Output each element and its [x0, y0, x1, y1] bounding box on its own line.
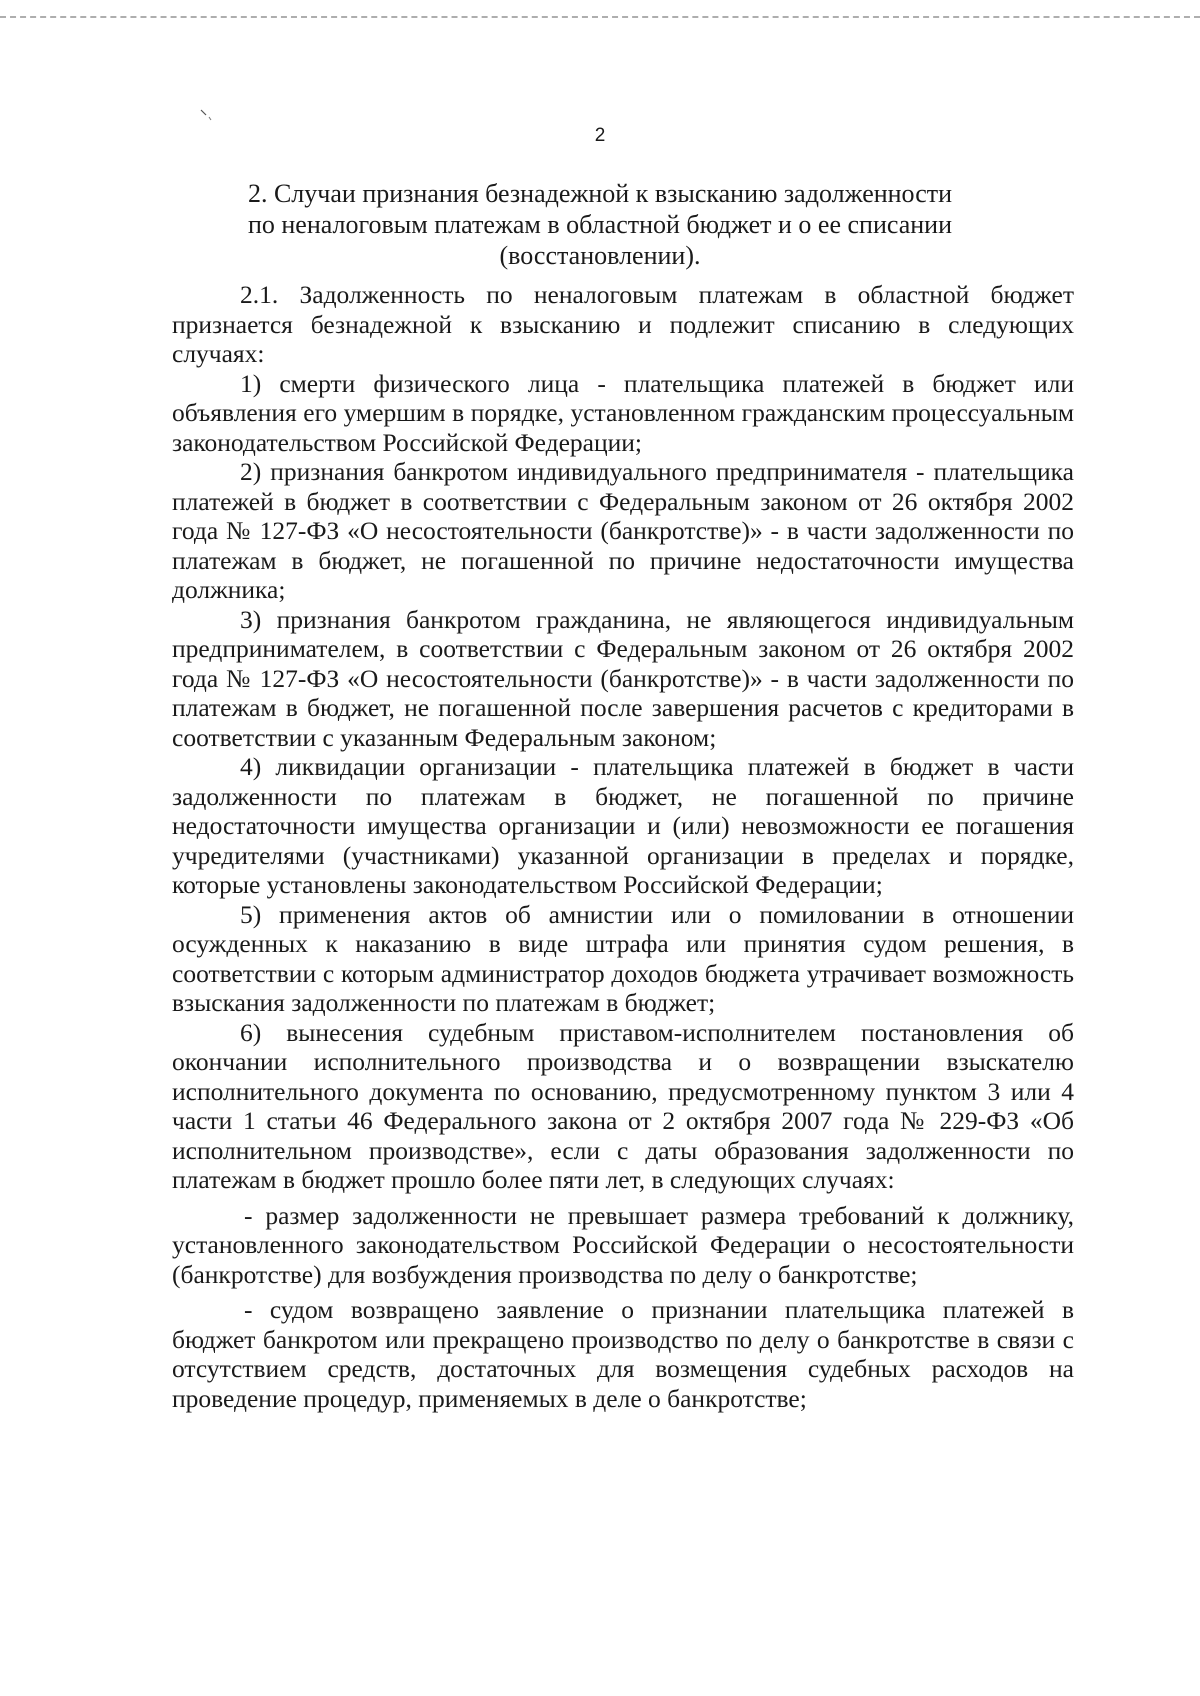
list-item-5: 5) применения актов об амнистии или о помиловании в отношении осужденных к наказанию в виде штрафа или принятия судом решения, в соответствии с которым администратор доходов бюджета утрачивает возможность взыскания задолженности по платежам в бюджет; — [172, 899, 1074, 1017]
section-title-line: 2. Случаи признания безнадежной к взысканию задолженности — [247, 179, 953, 208]
list-item-3: 3) признания банкротом гражданина, не являющегося индивидуальным предпринимателем, в соответствии с Федеральным законом от 26 октября 2002 года № 127-ФЗ «О несостоятельности (банкротстве)» - в части задолженности по платежам в бюджет, не погашенной после завершения расчетов с кредиторами в соответствии с указанным Федеральным законом; — [172, 604, 1074, 752]
sub-item-court-returned: - судом возвращено заявление о признании плательщика платежей в бюджет банкротом или прекращено производство по делу о банкротстве в связи с отсутствием средств, достаточных для возмещения судебных расходов на проведение процедур, применяемых в деле о банкротстве; — [172, 1295, 1074, 1413]
section-title — [200, 178, 1000, 271]
scan-speck-icon — [200, 108, 214, 122]
scan-border-line — [0, 16, 1200, 18]
section-title-line: (восстановлении). — [499, 241, 701, 270]
document-body — [172, 280, 1074, 1413]
section-title-line: по неналоговым платежам в областной бюджет и о ее списании — [247, 210, 953, 239]
paragraph-2-1: 2.1. Задолженность по неналоговым платежам в областной бюджет признается безнадежной к взысканию и подлежит списанию в следующих случаях: — [172, 280, 1074, 368]
list-item-4: 4) ликвидации организации - плательщика платежей в бюджет в части задолженности по платежам в бюджет, не погашенной по причине недостаточности имущества организации и (или) невозможности ее погашения учредителями (участниками) указанной организации в пределах и порядке, которые установлены законодательством Российской Федерации; — [172, 752, 1074, 899]
page-number: 2 — [594, 125, 606, 146]
sub-item-debt-size: - размер задолженности не превышает размера требований к должнику, установленного законодательством Российской Федерации о несостоятельности (банкротстве) для возбуждения производства по делу о банкротстве; — [172, 1200, 1074, 1289]
list-item-6: 6) вынесения судебным приставом-исполнителем постановления об окончании исполнительного производства и о возвращении взыскателю исполнительного документа по основанию, предусмотренному пунктом 3 или 4 части 1 статьи 46 Федерального закона от 2 октября 2007 года № 229-ФЗ «Об исполнительном производстве», если с даты образования задолженности по платежам в бюджет прошло более пяти лет, в следующих случаях: — [172, 1017, 1074, 1194]
list-item-2: 2) признания банкротом индивидуального предпринимателя - плательщика платежей в бюджет в соответствии с Федеральным законом от 26 октября 2002 года № 127-ФЗ «О несостоятельности (банкротстве)» - в части задолженности по платежам в бюджет, не погашенной по причине недостаточности имущества должника; — [172, 457, 1074, 604]
list-item-1: 1) смерти физического лица - плательщика платежей в бюджет или объявления его умершим в порядке, установленном гражданским процессуальным законодательством Российской Федерации; — [172, 368, 1074, 457]
